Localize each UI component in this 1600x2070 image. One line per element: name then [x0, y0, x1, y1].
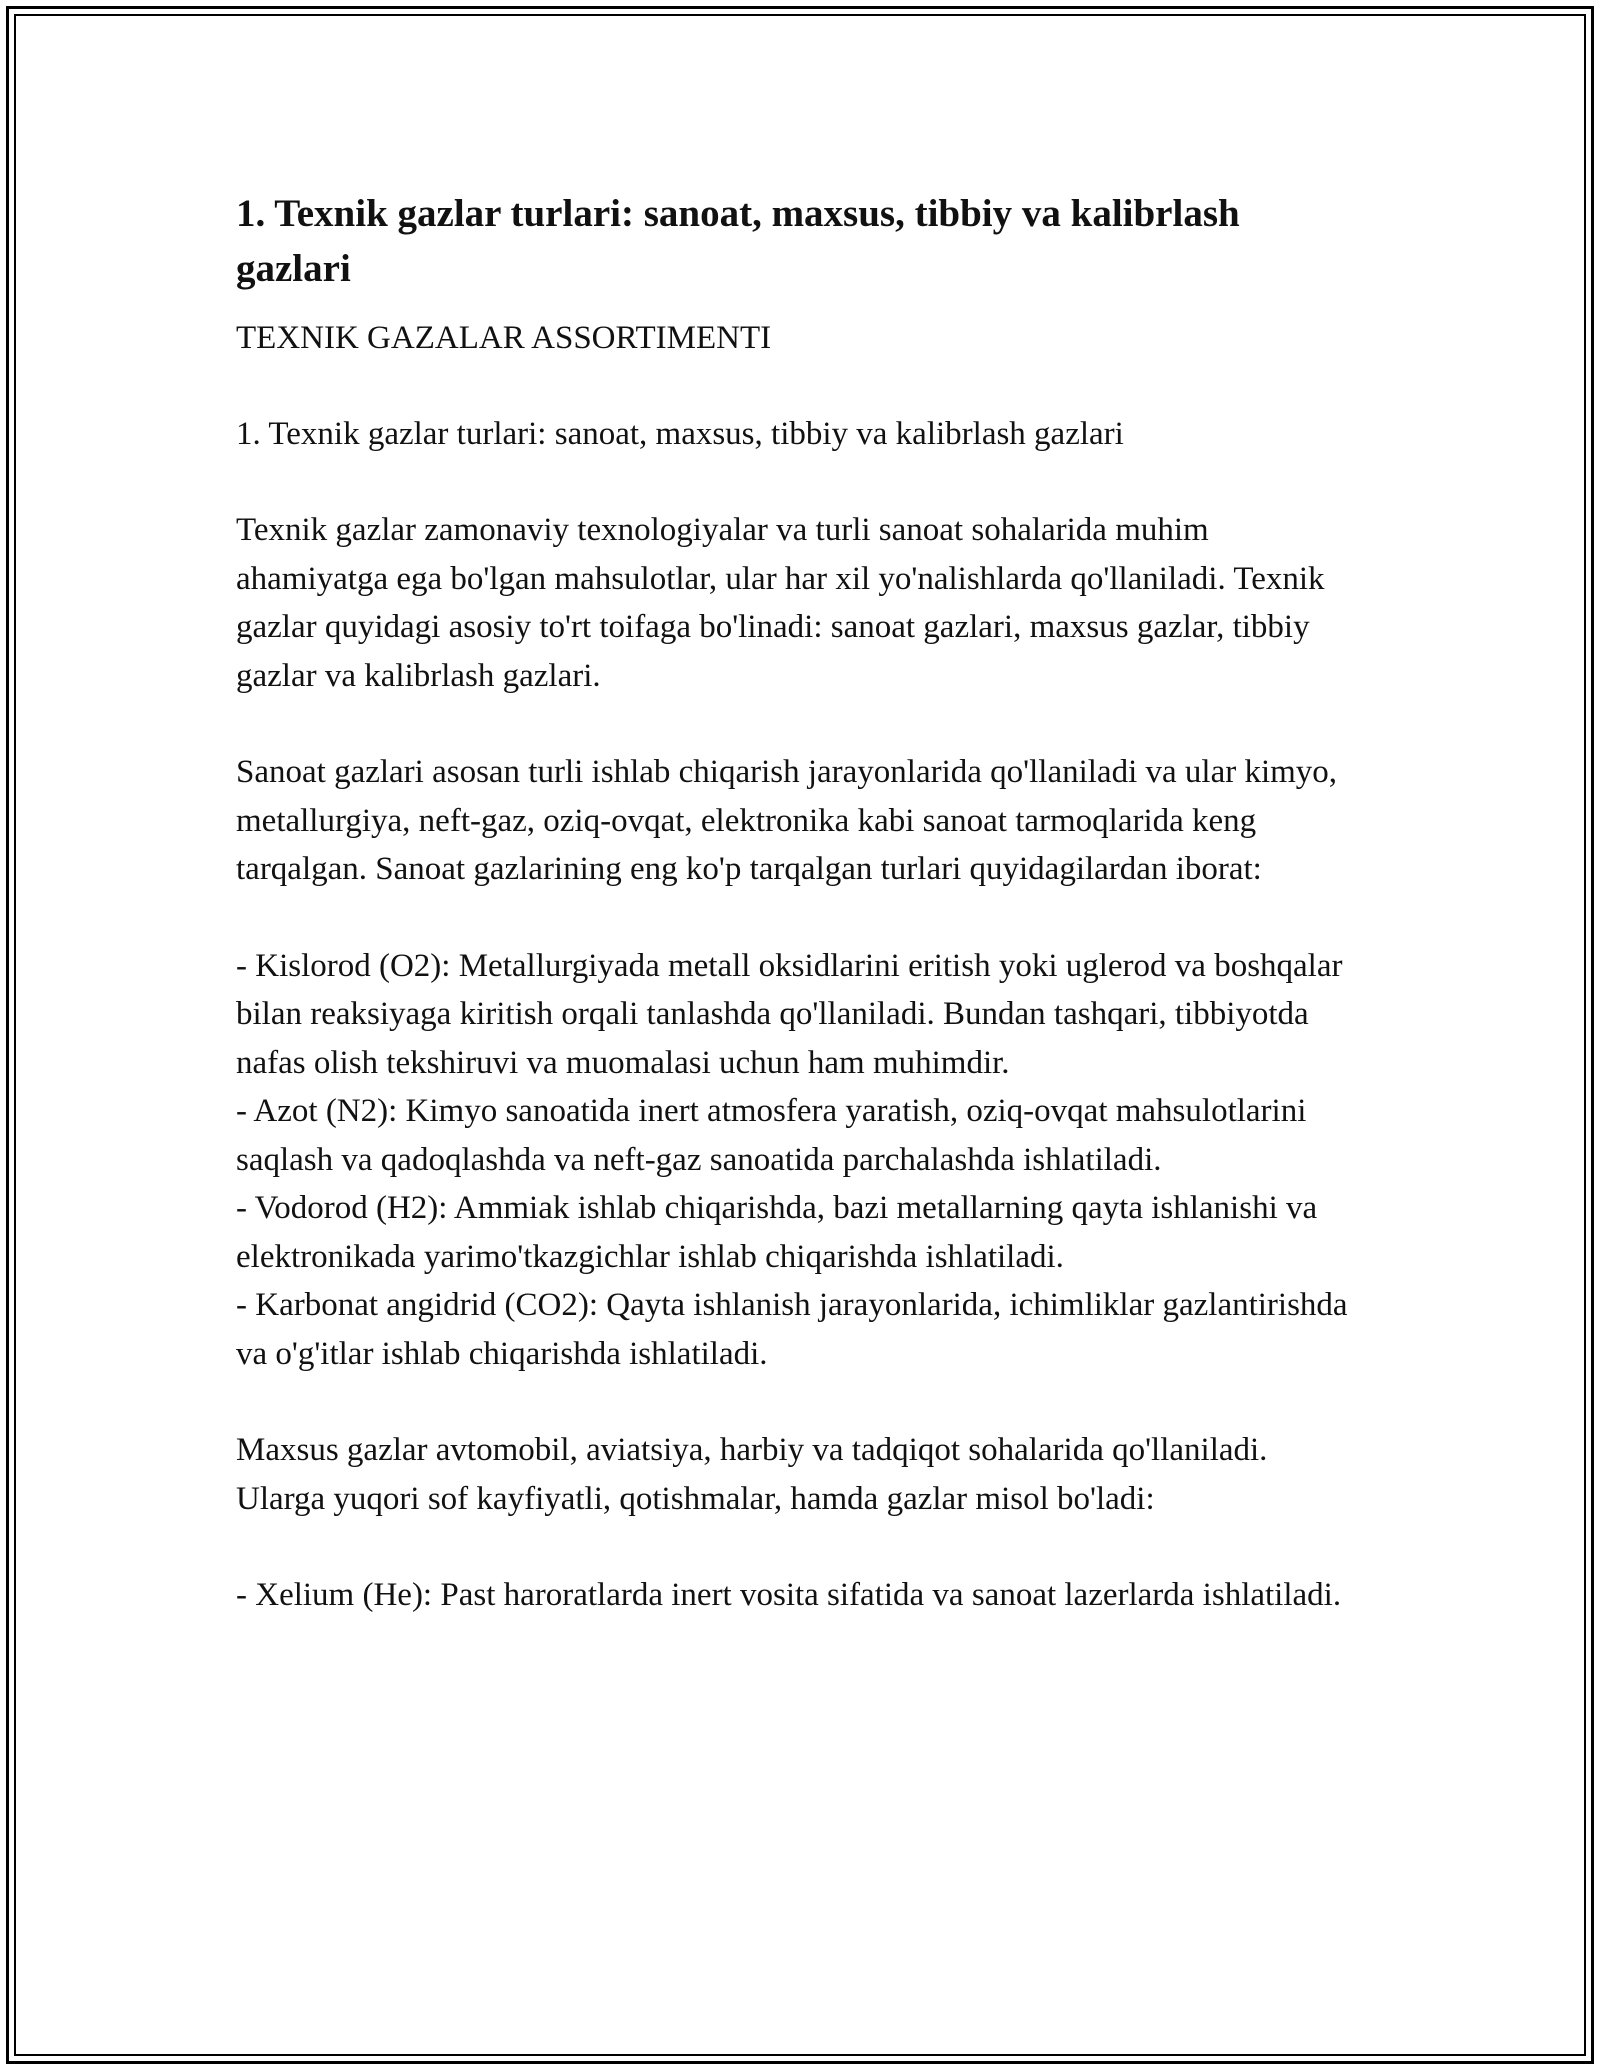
document-subtitle: TEXNIK GAZALAR ASSORTIMENTI: [236, 320, 772, 356]
special-gases-list: [236, 1571, 1356, 1620]
industrial-gases-list: [236, 942, 1356, 1379]
list-item: - Vodorod (H2): Ammiak ishlab chiqarishda, bazi metallarning qayta ishlanishi va elektronikada yarimo'tkazgichlar ishlab chiqarishda ishlatiladi.: [236, 1190, 1318, 1275]
section-title: 1. Texnik gazlar turlari: sanoat, maxsus, tibbiy va kalibrlash gazlari: [236, 416, 1124, 452]
special-gases-paragraph: Maxsus gazlar avtomobil, aviatsiya, harbiy va tadqiqot sohalarida qo'llaniladi. Ularga yuqori sof kayfiyatli, qotishmalar, hamda gazlar misol bo'ladi:: [236, 1432, 1268, 1517]
document-heading: 1. Texnik gazlar turlari: sanoat, maxsus, tibbiy va kalibrlash gazlari: [236, 192, 1240, 290]
list-item: - Azot (N2): Kimyo sanoatida inert atmosfera yaratish, oziq-ovqat mahsulotlarini saqlash va qadoqlashda va neft-gaz sanoatida parchalashda ishlatiladi.: [236, 1093, 1307, 1178]
list-item: - Xelium (He): Past haroratlarda inert vosita sifatida va sanoat lazerlarda ishlatiladi.: [236, 1577, 1342, 1613]
list-item: - Karbonat angidrid (CO2): Qayta ishlanish jarayonlarida, ichimliklar gazlantirishda va o'g'itlar ishlab chiqarishda ishlatiladi.: [236, 1287, 1348, 1372]
intro-paragraph: Texnik gazlar zamonaviy texnologiyalar va turli sanoat sohalarida muhim ahamiyatga ega bo'lgan mahsulotlar, ular har xil yo'nalishlarda qo'llaniladi. Texnik gazlar quyidagi asosiy to'rt toifaga bo'linadi: sanoat gazlari, maxsus gazlar, tibbiy gazlar va kalibrlash gazlari.: [236, 512, 1325, 694]
list-item: - Kislorod (O2): Metallurgiyada metall oksidlarini eritish yoki uglerod va boshqalar bilan reaksiyaga kiritish orqali tanlashda qo'llaniladi. Bundan tashqari, tibbiyotda nafas olish tekshiruvi va muomalasi uchun ham muhimdir.: [236, 947, 1343, 1081]
document-body: [236, 186, 1356, 1620]
industrial-gases-paragraph: Sanoat gazlari asosan turli ishlab chiqarish jarayonlarida qo'llaniladi va ular kimyo, metallurgiya, neft-gaz, oziq-ovqat, elektronika kabi sanoat tarmoqlarida keng tarqalgan. Sanoat gazlarining eng ko'p tarqalgan turlari quyidagilardan iborat:: [236, 754, 1338, 887]
